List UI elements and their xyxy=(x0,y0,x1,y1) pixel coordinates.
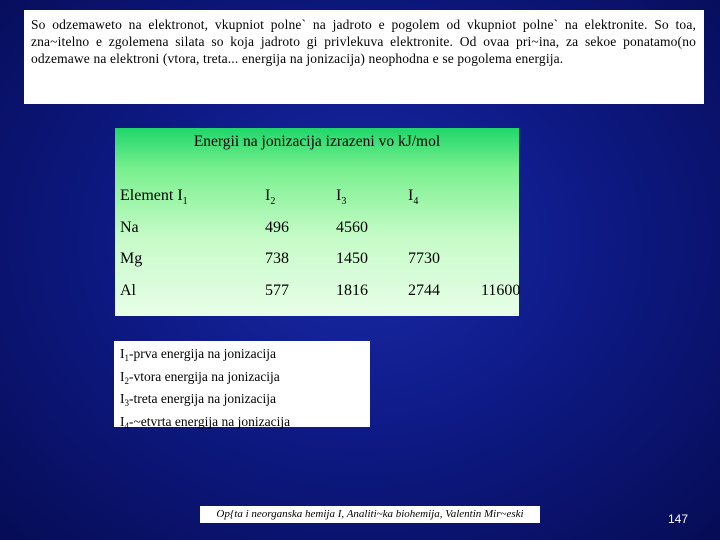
header-i3: $I_3$ xyxy=(336,187,347,207)
row-mg-i3: 1450 xyxy=(336,250,368,267)
row-mg-element: Mg xyxy=(120,250,143,267)
row-mg-i4: 7730 xyxy=(408,250,440,267)
legend-item-i3: $I_3$-treta energija na jonizacija xyxy=(120,391,277,408)
legend-item-i2: $I_2$-vtora energija na jonizacija xyxy=(120,368,280,386)
legend-box xyxy=(114,341,370,431)
header-element-i1: Element $I_1$ xyxy=(120,187,188,207)
intro-paragraph: So odzemaweto na elektronot, vkupniot polne` na jadroto e pogolem od vkupniot polne` na elektronite. So toa, zna~itelno e zgolemena silata so koja jadroto gi privlekuva elektronite. Od ovaa pri~ina, za sekoe ponatamo(no odzemawe na elektroni (vtora, treta... energija na jonizacija) neophodna e se pogolema energija. xyxy=(24,10,704,104)
legend-item-i4: $I_4-\sim etvrta$ energija na jonizacija xyxy=(120,413,291,431)
page-number: 147 xyxy=(668,512,689,526)
legend-item-i1: $I_1$-prva energija na jonizacija xyxy=(120,346,277,363)
row-al-i5: 11600 xyxy=(481,282,521,299)
row-mg-i2: 738 xyxy=(265,250,289,267)
row-al-i2: 577 xyxy=(265,282,289,299)
row-na-element: Na xyxy=(120,219,139,236)
ionization-energy-table xyxy=(115,128,519,316)
row-al-element: Al xyxy=(120,282,136,299)
table-title: Energii na jonizacija izrazeni vo kJ/mol xyxy=(193,133,441,150)
row-na-i2: 496 xyxy=(265,219,289,236)
footer-citation: Op{ta i neorganska hemija I, Analiti~ka biohemija, Valentin Mir~eski xyxy=(200,506,540,523)
row-na-i3: 4560 xyxy=(336,219,368,236)
row-al-i4: 2744 xyxy=(408,282,440,299)
row-al-i3: 1816 xyxy=(336,282,368,299)
header-i2: $I_2$ xyxy=(265,187,276,207)
header-i4: $I_4$ xyxy=(408,187,419,207)
